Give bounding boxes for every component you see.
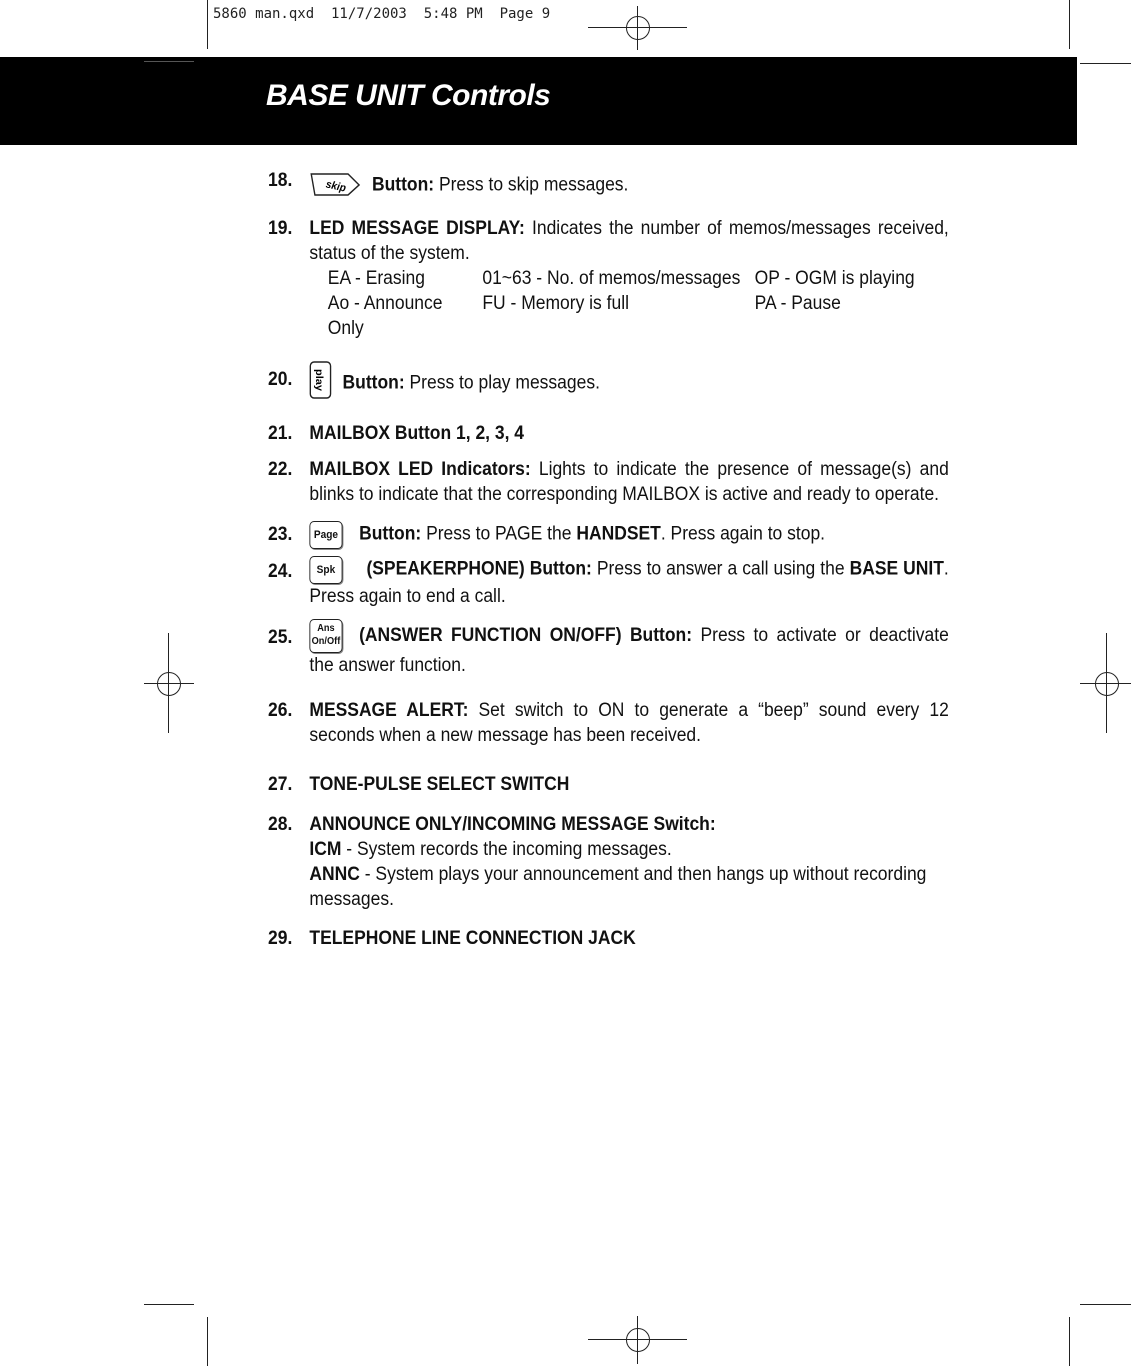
controls-list <box>268 168 949 951</box>
item-label: TONE-PULSE SELECT SWITCH <box>309 774 570 795</box>
list-item <box>268 168 949 203</box>
item-label: MAILBOX LED Indicators: <box>309 459 531 480</box>
header-rule <box>144 61 194 62</box>
item-text-bold: HANDSET <box>576 523 661 545</box>
skip-button-icon <box>308 168 363 203</box>
item-text-bold: BASE UNIT <box>849 558 944 580</box>
item-number: 27. <box>268 774 293 795</box>
list-item <box>268 216 949 341</box>
crop-mark <box>1069 0 1070 49</box>
ans-icon-label-2: On/Off <box>311 636 341 647</box>
led-code: EA - Erasing <box>327 268 425 289</box>
crop-mark <box>1080 1304 1131 1305</box>
list-item <box>268 698 949 748</box>
ans-onoff-button-icon <box>309 619 342 653</box>
list-item <box>268 772 949 797</box>
list-item <box>268 555 949 609</box>
sub-line <box>309 837 948 862</box>
list-item <box>268 457 949 507</box>
item-text: Press to PAGE the <box>421 523 577 545</box>
spk-button-icon <box>309 555 342 584</box>
sub-text: - System plays your announcement and then hangs up without recording messages. <box>309 864 927 910</box>
item-number: 28. <box>268 814 293 835</box>
crop-mark <box>207 1317 208 1366</box>
list-item <box>268 619 949 678</box>
led-code: OP - OGM is playing <box>754 268 915 289</box>
led-code-table <box>328 266 949 341</box>
item-text: . Press again to stop. <box>660 523 826 545</box>
crop-mark <box>1080 63 1131 64</box>
skip-icon-label: skip <box>324 178 347 195</box>
item-text: Indicates the number of memos/messages received, status of the system. <box>309 218 949 264</box>
item-label: (SPEAKERPHONE) Button: <box>366 558 592 580</box>
sub-key: ANNC <box>309 864 360 885</box>
led-code: FU - Memory is full <box>482 293 630 314</box>
crop-mark <box>144 1304 194 1305</box>
crop-mark <box>1069 1317 1070 1366</box>
item-label: MESSAGE ALERT: <box>309 700 469 721</box>
led-code: 01~63 - No. of memos/messages <box>482 268 741 289</box>
item-label: LED MESSAGE DISPLAY: <box>309 218 525 239</box>
sub-text: - System records the incoming messages. <box>341 839 672 860</box>
list-item <box>268 926 949 951</box>
item-label: ANNOUNCE ONLY/INCOMING MESSAGE Switch: <box>309 814 716 835</box>
list-item <box>268 361 949 406</box>
item-number: 23. <box>268 524 293 545</box>
item-text: Set switch to ON to generate a “beep” sound every 12 seconds when a new message has been received. <box>309 700 949 746</box>
play-icon-label: play <box>312 369 325 391</box>
item-text: Press to play messages. <box>404 372 600 394</box>
item-text: Press to activate or deactivate the answer function. <box>309 625 949 676</box>
play-button-icon <box>309 361 331 406</box>
item-label: Button: <box>359 523 422 545</box>
item-text: Press to skip messages. <box>434 174 629 196</box>
item-label: TELEPHONE LINE CONNECTION JACK <box>309 928 636 949</box>
header-bar <box>0 57 1077 145</box>
led-code: PA - Pause <box>754 293 841 314</box>
item-number: 18. <box>268 170 293 191</box>
item-text: Press to answer a call using the <box>591 558 850 580</box>
page-title: BASE UNIT Controls <box>266 79 551 112</box>
list-item <box>268 421 949 446</box>
item-number: 21. <box>268 423 293 444</box>
item-number: 25. <box>268 627 293 648</box>
item-label: MAILBOX Button 1, 2, 3, 4 <box>309 423 525 444</box>
item-number: 24. <box>268 561 293 582</box>
list-item <box>268 520 949 549</box>
item-number: 22. <box>268 459 293 480</box>
item-label: (ANSWER FUNCTION ON/OFF) Button: <box>359 625 693 647</box>
crop-mark <box>207 0 208 49</box>
item-text: Lights to indicate the presence of message(s) and blinks to indicate that the corresponding MAILBOX is active and ready to operate. <box>309 459 949 505</box>
print-slug: 5860 man.qxd 11/7/2003 5:48 PM Page 9 <box>213 6 551 22</box>
page-icon-label: Page <box>309 521 342 549</box>
sub-key: ICM <box>309 839 342 860</box>
item-number: 26. <box>268 700 293 721</box>
list-item <box>268 812 949 912</box>
sub-line <box>309 862 948 912</box>
item-number: 29. <box>268 928 293 949</box>
item-label: Button: <box>342 372 405 394</box>
led-code: Ao - Announce Only <box>327 293 443 339</box>
item-label: Button: <box>371 174 435 196</box>
page-button-icon <box>309 520 342 549</box>
ans-icon-label-1: Ans <box>317 623 335 634</box>
item-text: . Press again to end a call. <box>309 558 949 607</box>
spk-icon-label: Spk <box>309 556 342 584</box>
item-number: 20. <box>268 369 293 390</box>
item-number: 19. <box>268 218 293 239</box>
